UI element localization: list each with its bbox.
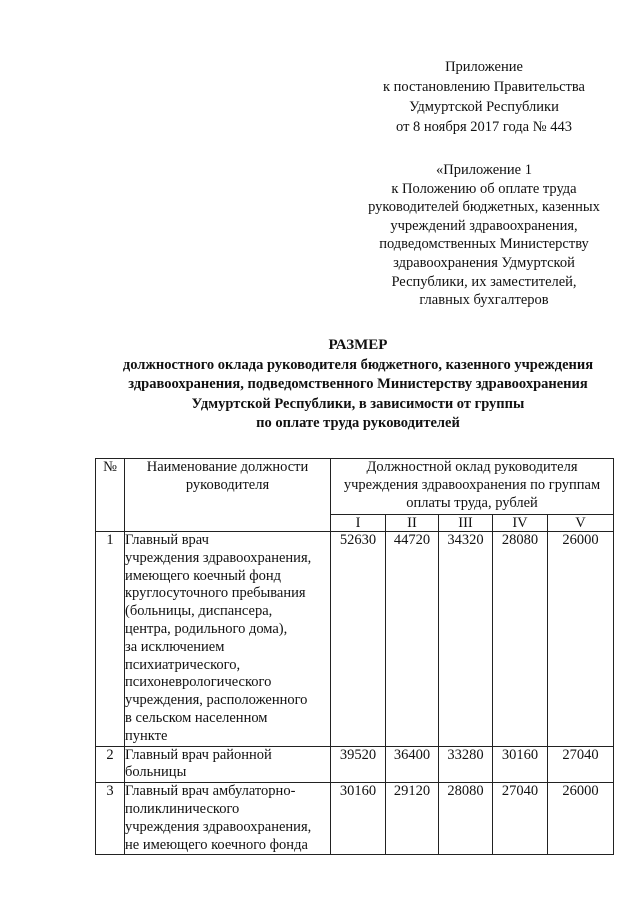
salary-cell: 26000 bbox=[548, 783, 614, 855]
group-header: V bbox=[548, 515, 614, 532]
appendix1-line: учреждений здравоохранения, bbox=[390, 217, 578, 234]
position-line: Главный врач районной bbox=[125, 746, 272, 763]
salary-cell: 28080 bbox=[439, 783, 493, 855]
row-number: 1 bbox=[96, 532, 125, 747]
row-number: 2 bbox=[96, 746, 125, 783]
group-header: I bbox=[331, 515, 386, 532]
appendix1-line: главных бухгалтеров bbox=[419, 292, 549, 309]
salary-cell: 28080 bbox=[493, 532, 548, 747]
salary-cell: 26000 bbox=[548, 532, 614, 747]
appendix-line: от 8 ноября 2017 года № 443 bbox=[396, 119, 572, 135]
position-line: имеющего коечный фонд bbox=[125, 567, 282, 584]
position-line: учреждения здравоохранения, bbox=[125, 818, 312, 835]
position-name bbox=[125, 783, 331, 855]
appendix1-line: здравоохранения Удмуртской bbox=[393, 254, 575, 271]
position-line: поликлинического bbox=[125, 800, 240, 817]
header-position: Наименование должности руководителя bbox=[125, 459, 331, 532]
position-line: психиатрического, bbox=[125, 656, 241, 673]
table-row bbox=[96, 746, 614, 783]
title-line: должностного оклада руководителя бюджетного, казенного учреждения bbox=[122, 357, 594, 374]
appendix1-line: подведомственных Министерству bbox=[379, 236, 589, 253]
position-name bbox=[125, 532, 331, 747]
appendix1-line: руководителей бюджетных, казенных bbox=[368, 199, 600, 216]
position-line: психоневрологического bbox=[125, 674, 272, 691]
row-number: 3 bbox=[96, 783, 125, 855]
position-line: учреждения здравоохранения, bbox=[125, 549, 312, 566]
appendix-line: Приложение bbox=[445, 59, 523, 75]
salary-cell: 39520 bbox=[331, 746, 386, 783]
appendix1-line: к Положению об оплате труда bbox=[391, 180, 577, 197]
table-row bbox=[96, 532, 614, 747]
group-header: III bbox=[439, 515, 493, 532]
table-row bbox=[96, 783, 614, 855]
appendix1-line: Республики, их заместителей, bbox=[391, 273, 577, 290]
appendix-line: к постановлению Правительства bbox=[383, 79, 585, 95]
salary-cell: 33280 bbox=[439, 746, 493, 783]
salary-cell: 52630 bbox=[331, 532, 386, 747]
appendix-line: Удмуртской Республики bbox=[409, 99, 559, 115]
group-header: II bbox=[386, 515, 439, 532]
appendix1-header bbox=[340, 161, 628, 310]
salary-cell: 34320 bbox=[439, 532, 493, 747]
position-line: за исключением bbox=[125, 638, 225, 655]
title-main: РАЗМЕР bbox=[328, 337, 388, 353]
group-header: IV bbox=[493, 515, 548, 532]
position-line: в сельском населенном bbox=[125, 709, 268, 726]
salary-cell: 30160 bbox=[493, 746, 548, 783]
salary-cell: 27040 bbox=[493, 783, 548, 855]
position-name bbox=[125, 746, 331, 783]
position-line: круглосуточного пребывания bbox=[125, 585, 306, 602]
table-header-row bbox=[96, 459, 614, 515]
position-line: больницы bbox=[125, 764, 187, 781]
position-line: Главный врач амбулаторно- bbox=[125, 783, 296, 800]
appendix-header bbox=[300, 57, 640, 137]
document-title bbox=[60, 336, 640, 433]
position-line: учреждения, расположенного bbox=[125, 692, 308, 709]
position-line: Главный врач bbox=[125, 532, 209, 548]
salary-table bbox=[95, 458, 614, 855]
title-line: здравоохранения, подведомственного Министерству здравоохранения bbox=[128, 376, 588, 393]
position-line: пункте bbox=[125, 727, 168, 744]
appendix1-line: «Приложение 1 bbox=[436, 162, 532, 178]
salary-cell: 30160 bbox=[331, 783, 386, 855]
header-salary: Должностной оклад руководителя учреждения здравоохранения по группам оплаты труда, рублей bbox=[331, 459, 614, 515]
header-number: № bbox=[96, 459, 125, 532]
salary-cell: 44720 bbox=[386, 532, 439, 747]
position-line: центра, родильного дома), bbox=[125, 620, 288, 637]
title-line: по оплате труда руководителей bbox=[256, 414, 460, 431]
position-line: (больницы, диспансера, bbox=[125, 603, 273, 620]
salary-cell: 36400 bbox=[386, 746, 439, 783]
title-line: Удмуртской Республики, в зависимости от группы bbox=[191, 395, 525, 412]
salary-cell: 27040 bbox=[548, 746, 614, 783]
salary-cell: 29120 bbox=[386, 783, 439, 855]
position-line: не имеющего коечного фонда bbox=[125, 836, 308, 853]
